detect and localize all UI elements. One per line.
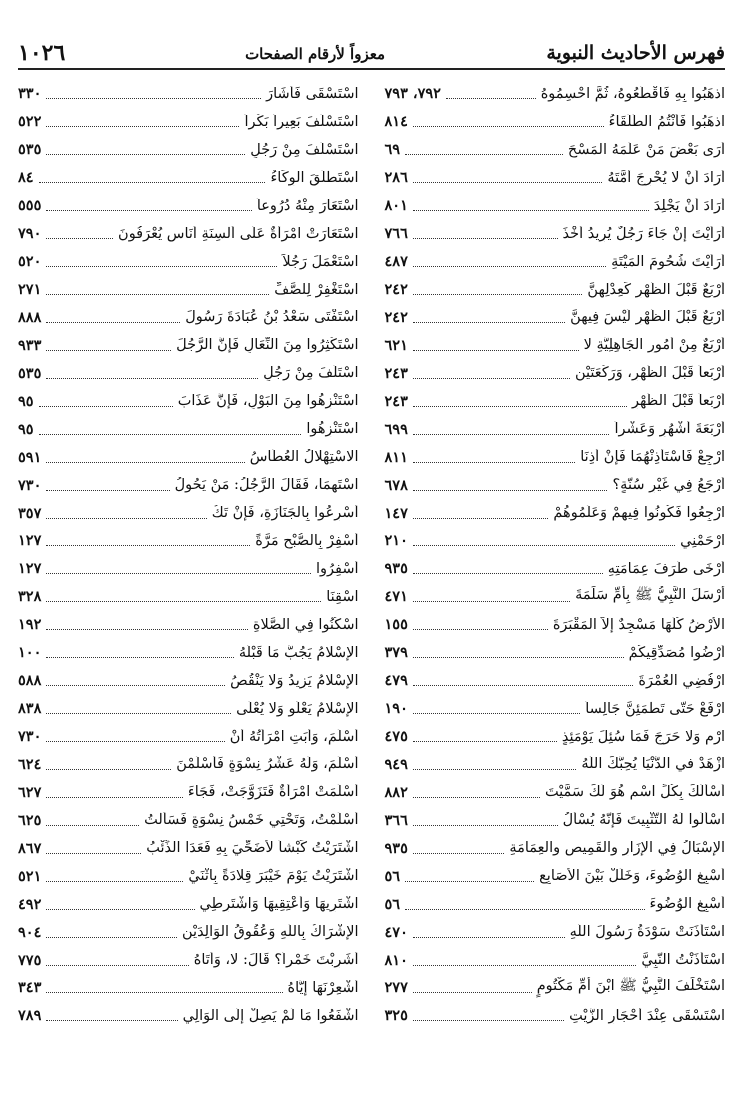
page-reference: ٦٩٩ xyxy=(384,420,408,438)
dot-leader xyxy=(413,937,565,938)
page-reference: ٥٣٥ xyxy=(18,141,42,159)
hadith-text: أرَادَ أنْ لا يُحْرِجَ أُمَّتَهُ xyxy=(607,169,725,186)
index-entry xyxy=(385,778,726,806)
page-reference: ٢١٠ xyxy=(384,532,408,550)
dot-leader xyxy=(39,434,302,435)
hadith-text: أسْبِغِ الوُضُوءَ xyxy=(649,896,725,913)
dot-leader xyxy=(46,825,139,826)
index-entry xyxy=(385,834,726,862)
dot-leader xyxy=(46,937,177,938)
page-reference: ٦٢٥ xyxy=(18,811,42,829)
dot-leader xyxy=(46,629,248,630)
hadith-text: اسْتَأْذَنْتُ النَّبِيَّ xyxy=(641,952,725,969)
index-entry xyxy=(18,331,359,359)
hadith-text: أسْلَمَتْ امْرَأَةٌ فَتَزَوَّجَتْ، فَجَاءَ xyxy=(187,784,359,801)
page-reference: ٣٢٥ xyxy=(384,1007,408,1025)
dot-leader xyxy=(46,378,258,379)
hadith-text: اسْتَسْقَى فَأشَارَ xyxy=(266,85,359,102)
page-reference: ٤٩٢ xyxy=(18,895,42,913)
hadith-text: ارْمِ وَلا حَرَجَ فَمَا سُئِلَ يَوْمَئِذٍ xyxy=(561,728,725,745)
page-reference: ٥٦ xyxy=(384,895,401,913)
dot-leader xyxy=(39,182,266,183)
page-reference: ٩٣٥ xyxy=(384,839,408,857)
dot-leader xyxy=(413,210,649,211)
page-reference: ٥٢٠ xyxy=(18,253,42,271)
hadith-text: أشَرِبْتَ خَمْراً؟ قَالَ: لا، وَأتَاهُ xyxy=(193,952,359,969)
index-entry xyxy=(18,164,359,192)
index-entry xyxy=(18,415,359,443)
page-reference: ٨٤ xyxy=(18,169,34,187)
index-entry xyxy=(18,667,359,695)
dot-leader xyxy=(413,126,604,127)
dot-leader xyxy=(413,741,557,742)
index-column-right xyxy=(385,80,726,1030)
page-reference: ٧٣٠ xyxy=(18,476,42,494)
index-entry xyxy=(18,834,359,862)
dot-leader xyxy=(46,238,113,239)
index-entry xyxy=(385,890,726,918)
hadith-text: اشْفَعُوا مَا لَمْ يَصِلْ إلَى الوَالِي xyxy=(182,1007,359,1024)
page-reference: ٧٨٩ xyxy=(18,1007,42,1025)
page-reference: ٥٦ xyxy=(384,867,401,885)
hadith-text: أشْعِرْنَهَا إيَّاهُ xyxy=(287,979,359,996)
hadith-text: ارْجِعْ فَاسْتَأْذِنْهُمَا فَإنْ أذِنَا xyxy=(580,449,725,466)
index-entry xyxy=(18,974,359,1002)
dot-leader xyxy=(413,434,610,435)
index-entry xyxy=(18,304,359,332)
header-subtitle: معزواً لأرقام الصفحات xyxy=(245,45,385,63)
dot-leader xyxy=(39,406,173,407)
page-reference: ٤٧٠ xyxy=(384,923,408,941)
dot-leader xyxy=(413,350,579,351)
hadith-text: أرْبَعٌ مِنْ أُمُورِ الجَاهِلِيَّةِ لا xyxy=(583,337,725,354)
hadith-text: أرْبَعَةَ أشْهُرٍ وَعَشْراً xyxy=(614,421,725,438)
dot-leader xyxy=(413,294,583,295)
hadith-text: اشْتَرَيْتُ كَبْشاً لأُضَحِّيَ بِهِ فَعَدَا الذِّئْبُ xyxy=(146,840,359,857)
index-entry xyxy=(385,220,726,248)
dot-leader xyxy=(46,573,311,574)
page-reference: ٣٣٠ xyxy=(18,85,42,103)
index-entry xyxy=(385,387,726,415)
hadith-text: الإسْبَالُ فِي الإزَارِ والقَمِيصِ والعِمَامَةِ xyxy=(509,840,725,857)
dot-leader xyxy=(46,965,188,966)
page-reference: ١٠٠ xyxy=(18,644,42,662)
hadith-text: اسْقِنَا xyxy=(326,588,359,605)
page-reference: ٨٨٨ xyxy=(18,308,42,326)
page-reference: ٦٢١ xyxy=(384,336,408,354)
hadith-text: أرْجَعُ فِي غَيْرِ سُنَّةٍ؟ xyxy=(612,477,725,494)
page-reference: ٦٢٤ xyxy=(18,755,42,773)
index-entry xyxy=(385,862,726,890)
dot-leader xyxy=(413,853,504,854)
dot-leader xyxy=(46,685,225,686)
page-reference: ٣٢٨ xyxy=(18,588,42,606)
hadith-text: اسْتَطْلَقَ الوِكَاءُ xyxy=(270,169,359,186)
hadith-text: أسْفِرُوا xyxy=(315,560,359,577)
dot-leader xyxy=(46,853,141,854)
index-entry xyxy=(18,751,359,779)
hadith-text: ازْهَدْ في الدُّنْيَا يُحِبَّكَ اللَّهُ xyxy=(581,756,725,773)
hadith-text: أرْبَعٌ قَبْلَ الظُّهْرِ لَيْسَ فِيهِنَّ xyxy=(570,309,725,326)
index-entry xyxy=(18,220,359,248)
index-entry xyxy=(385,667,726,695)
hadith-text: اسْتَفْتَى سَعْدُ بْنُ عُبَادَةَ رَسُولَ xyxy=(185,309,359,326)
dot-leader xyxy=(413,322,565,323)
hadith-text: اسْتَسْقَى عِنْدَ أحْجَارِ الزَّيْتِ xyxy=(569,1007,725,1024)
dot-leader xyxy=(405,154,563,155)
dot-leader xyxy=(413,685,633,686)
dot-leader xyxy=(413,965,637,966)
index-entry xyxy=(18,890,359,918)
page-header xyxy=(18,38,725,70)
page-reference: ٣٦٦ xyxy=(384,811,408,829)
page-reference: ٤٧٥ xyxy=(384,728,408,746)
index-entry xyxy=(18,946,359,974)
index-entry xyxy=(385,751,726,779)
hadith-text: الأرْضُ كُلُّهَا مَسْجِدٌ إلاَّ المَقْبَرَةَ xyxy=(552,616,725,633)
dot-leader xyxy=(413,545,675,546)
dot-leader xyxy=(46,881,183,882)
index-entry xyxy=(18,778,359,806)
page-reference: ٩٥ xyxy=(18,392,34,410)
index-entry xyxy=(18,387,359,415)
page-reference: ٥٣٥ xyxy=(18,364,42,382)
dot-leader xyxy=(46,462,244,463)
hadith-text: الإسْلامُ يَزِيدُ وَلا يَنْقُصُ xyxy=(230,672,359,689)
page-reference: ٧٣٠ xyxy=(18,728,42,746)
hadith-text: ارْحَمْنِي xyxy=(680,532,725,549)
page-reference: ٩٥ xyxy=(18,420,34,438)
hadith-text: أرَأيْتَ إنْ جَاءَ رَجُلٌ يُرِيدُ أَخْذَ xyxy=(562,225,725,242)
index-entry xyxy=(385,108,726,136)
dot-leader xyxy=(46,657,234,658)
dot-leader xyxy=(46,545,250,546)
index-entry xyxy=(385,80,726,108)
page-reference: ٧٦٦ xyxy=(384,225,408,243)
index-entry xyxy=(385,946,726,974)
page-reference: ١٥٥ xyxy=(384,616,408,634)
page-reference: ٩٤٩ xyxy=(384,755,408,773)
page-reference: ٨٣٨ xyxy=(18,700,42,718)
hadith-text: ارْفُضِي العُمْرَةَ xyxy=(638,672,725,689)
index-entry xyxy=(385,331,726,359)
dot-leader xyxy=(413,825,558,826)
dot-leader xyxy=(413,1020,564,1021)
page-reference: ٩٣٣ xyxy=(18,336,42,354)
index-entry xyxy=(18,723,359,751)
hadith-text: أرْضُوا مُصَدِّقِيكُمْ xyxy=(628,644,725,661)
dot-leader xyxy=(413,462,575,463)
hadith-text: اذهَبُوا بِهِ فَاقْطَعُوهُ، ثُمَّ احْسِمُوهُ xyxy=(540,85,725,102)
index-entry xyxy=(385,359,726,387)
index-entry xyxy=(18,443,359,471)
hadith-text: أسْرِعُوا بِالجَنَازَةِ، فَإنْ تَكُ xyxy=(211,505,359,522)
page-reference: ٢٨٦ xyxy=(384,169,408,187)
hadith-text: أرْبَعاً قَبْلَ الظُّهْرِ xyxy=(631,393,725,410)
hadith-text: أرْبَعٌ قَبْلَ الظُّهْرِ كَعِدْلِهِنَّ xyxy=(587,281,725,298)
index-entry xyxy=(18,136,359,164)
page-reference: ٦٧٨ xyxy=(384,476,408,494)
index-column-left xyxy=(18,80,359,1030)
hadith-text: أسْلَمْتُ، وَتَحْتِي خَمْسُ نِسْوَةٍ فَسَأَلْتُ xyxy=(144,812,359,829)
dot-leader xyxy=(413,406,627,407)
hadith-text: اسْتَنْزِهُوا مِنَ البَوْلِ، فَإنَّ عَذَابَ xyxy=(177,393,359,410)
page-number: ١٠٢٦ xyxy=(18,40,66,66)
page-reference: ٥٥٥ xyxy=(18,197,42,215)
dot-leader xyxy=(413,992,532,993)
page-reference: ٨١١ xyxy=(384,448,408,466)
page-reference: ٨٨٢ xyxy=(384,783,408,801)
page-reference: ٣٧٩ xyxy=(384,644,408,662)
dot-leader xyxy=(46,154,245,155)
dot-leader xyxy=(46,741,224,742)
dot-leader xyxy=(446,98,536,99)
hadith-text: الاسْتِهْلالُ العُطَاسُ xyxy=(249,449,359,466)
page-reference: ٧٩٠ xyxy=(18,225,42,243)
page-reference: ٤٧٩ xyxy=(384,672,408,690)
index-entry xyxy=(385,164,726,192)
page-reference: ١٢٧ xyxy=(18,560,42,578)
index-entry xyxy=(385,555,726,583)
index-entry xyxy=(385,974,726,1002)
page-reference: ٩٣٥ xyxy=(384,560,408,578)
index-entry xyxy=(18,806,359,834)
page-reference: ٣٤٣ xyxy=(18,979,42,997)
index-entry xyxy=(18,583,359,611)
page-reference: ١٩٢ xyxy=(18,616,42,634)
page-reference: ٧٧٥ xyxy=(18,951,42,969)
hadith-text: أسْلَمَ، وَأبَتِ امْرَأَتُهُ أنْ xyxy=(229,728,359,745)
hadith-text: اسْأَلُوا لَهُ التَّثْبِيتَ فَإنَّهُ يُسْأَلُ xyxy=(562,812,725,829)
dot-leader xyxy=(413,266,606,267)
page-reference: ٨٦٧ xyxy=(18,839,42,857)
index-entry xyxy=(385,276,726,304)
dot-leader xyxy=(413,573,603,574)
page-reference: ٨١٠ xyxy=(384,951,408,969)
dot-leader xyxy=(413,378,570,379)
page-reference: ٥٢١ xyxy=(18,867,42,885)
index-entry xyxy=(385,1002,726,1030)
hadith-text: اسْتَكْثِرُوا مِنَ النِّعَالِ فَإنَّ الرَّجُلَ xyxy=(176,337,359,354)
dot-leader xyxy=(413,713,580,714)
index-entry xyxy=(18,499,359,527)
dot-leader xyxy=(405,881,534,882)
index-entry xyxy=(18,611,359,639)
dot-leader xyxy=(405,909,644,910)
index-entry xyxy=(385,304,726,332)
index-entry xyxy=(385,527,726,555)
page-reference: ٢٧٧ xyxy=(384,979,408,997)
hadith-text: الإسْلامُ يَجُبُّ مَا قَبْلَهُ xyxy=(238,644,359,661)
index-entry xyxy=(385,639,726,667)
hadith-text: اسْتَهِمَا، فَقَالَ الرَّجُلُ: مَنْ يَحُولُ xyxy=(174,477,359,494)
hadith-text: اسْتَسْلَفَ بَعِيراً بَكْراً xyxy=(244,113,359,130)
dot-leader xyxy=(46,769,171,770)
index-entry xyxy=(18,555,359,583)
page-reference: ٤٧١ xyxy=(384,588,408,606)
hadith-text: أسْأَلُكَ بِكُلِّ اسْمٍ هُوَ لَكَ سَمَّيْتَ xyxy=(544,784,725,801)
page-reference: ٨٠١ xyxy=(384,197,408,215)
dot-leader xyxy=(46,490,169,491)
page-reference: ١٤٧ xyxy=(384,504,408,522)
index-entry xyxy=(385,443,726,471)
hadith-text: أسْبِغِ الوُضُوءَ، وَخَلِّلْ بَيْنَ الأصَابِعِ xyxy=(539,868,725,885)
index-entry xyxy=(385,806,726,834)
dot-leader xyxy=(413,797,540,798)
hadith-text: ارْفَعْ حَتَّى تَطْمَئِنَّ جَالِساً xyxy=(585,700,725,717)
index-entry xyxy=(18,918,359,946)
index-entry xyxy=(385,415,726,443)
dot-leader xyxy=(46,797,183,798)
dot-leader xyxy=(46,322,180,323)
index-entry xyxy=(385,471,726,499)
hadith-text: أرَأيْتَ شُحُومَ المَيْتَةِ xyxy=(611,253,725,270)
page-reference: ٥٨٨ xyxy=(18,672,42,690)
index-entry xyxy=(385,695,726,723)
hadith-text: اشْتَرِيهَا وَأعْتِقِيهَا وَاشْتَرِطِي xyxy=(199,896,359,913)
index-entry xyxy=(385,499,726,527)
index-entry xyxy=(385,192,726,220)
page-reference: ١٩٠ xyxy=(384,700,408,718)
page-reference: ٨١٤ xyxy=(384,113,408,131)
hadith-text: أرَادَ أنْ يَجْلِدَ xyxy=(653,197,725,214)
index-entry xyxy=(18,527,359,555)
hadith-text: أرْبَعاً قَبْلَ الظُّهْرِ، وَرَكْعَتَيْنِ xyxy=(575,365,725,382)
index-entry xyxy=(18,192,359,220)
page-reference: ٢٤٣ xyxy=(384,392,408,410)
index-entry xyxy=(18,1002,359,1030)
dot-leader xyxy=(46,126,239,127)
index-entry xyxy=(385,248,726,276)
hadith-text: الإسْلامُ يَعْلُو وَلا يُعْلَى xyxy=(236,700,359,717)
dot-leader xyxy=(46,713,231,714)
hadith-text: الإشْرَاكُ بِاللَّهِ وَعُقُوقُ الوَالِدَيْنِ xyxy=(182,924,359,941)
dot-leader xyxy=(46,210,251,211)
hadith-text: اشْتَرَيْتُ يَوْمَ خَيْبَرَ قِلادَةً بِاثْنَيْ xyxy=(188,868,359,885)
dot-leader xyxy=(46,518,206,519)
dot-leader xyxy=(46,909,194,910)
hadith-text: أرَى بَعْضَ مَنْ عَلَّمَهُ المَسْحَ xyxy=(567,141,725,158)
hadith-text: اسْتَغْفِرْ لِلصَّفِّ xyxy=(274,281,359,298)
dot-leader xyxy=(413,601,570,602)
page-reference: ٦٩ xyxy=(384,141,401,159)
page-reference: ٥٢٢ xyxy=(18,113,42,131)
index-entry xyxy=(18,695,359,723)
dot-leader xyxy=(413,769,576,770)
index-entry xyxy=(385,583,726,611)
index-entry xyxy=(18,248,359,276)
dot-leader xyxy=(46,294,269,295)
dot-leader xyxy=(46,266,277,267)
hadith-text: أرْسَلَ النَّبِيُّ ﷺ بِأُمِّ سَلَمَةَ xyxy=(575,587,725,604)
page-reference: ١٢٧ xyxy=(18,532,42,550)
index-entry xyxy=(385,611,726,639)
hadith-text: ارْجِعُوا فَكُونُوا فِيهِمْ وَعَلِّمُوهُمْ xyxy=(553,505,725,522)
hadith-text: أرْخَى طَرَفَ عِمَامَتِهِ xyxy=(607,560,725,577)
dot-leader xyxy=(413,629,548,630)
page-reference: ٥٩١ xyxy=(18,448,42,466)
hadith-text: اسْتَلَفَ مِنْ رَجُلٍ xyxy=(263,365,359,382)
hadith-text: اسْتَنْزِهُوا xyxy=(306,421,359,438)
page-reference: ٤٨٧ xyxy=(384,253,408,271)
page-reference: ٢٧١ xyxy=(18,281,42,299)
index-entry xyxy=(18,862,359,890)
index-entry xyxy=(385,136,726,164)
dot-leader xyxy=(46,1020,177,1021)
page-reference: ٢٤٢ xyxy=(384,281,408,299)
page-reference: ٧٩٢، ٧٩٣ xyxy=(384,85,441,103)
hadith-text: اسْتَسْلَفَ مِنْ رَجُلٍ xyxy=(250,141,359,158)
index-entry xyxy=(18,471,359,499)
page-reference: ٢٤٣ xyxy=(384,364,408,382)
page-reference: ٢٤٢ xyxy=(384,308,408,326)
index-entry xyxy=(385,918,726,946)
index-entry xyxy=(18,108,359,136)
dot-leader xyxy=(46,350,171,351)
page-reference: ٣٥٧ xyxy=(18,504,42,522)
page-reference: ٩٠٤ xyxy=(18,923,42,941)
dot-leader xyxy=(413,657,624,658)
index-entry xyxy=(18,639,359,667)
hadith-text: اسْتَأْذَنَتْ سَوْدَةُ رَسُولَ اللَّهِ xyxy=(569,924,725,941)
index-entry xyxy=(18,359,359,387)
header-title: فهرس الأحاديث النبوية xyxy=(546,42,725,64)
hadith-text: اسْتَعْمَلَ رَجُلاً xyxy=(282,253,359,270)
dot-leader xyxy=(46,601,321,602)
dot-leader xyxy=(413,490,608,491)
dot-leader xyxy=(46,992,282,993)
index-entry xyxy=(18,80,359,108)
hadith-text: اسْتَعَارَتْ امْرَأَةٌ عَلَى أَلْسِنَةِ أُنَاسٍ يُعْرَفُونَ xyxy=(118,225,359,242)
dot-leader xyxy=(413,518,549,519)
hadith-text: اسْتَخْلَفَ النَّبِيُّ ﷺ ابْنَ أُمِّ مَكْتُومٍ xyxy=(536,978,725,995)
hadith-text: اسْكُنُوا فِي الصَّلاةِ xyxy=(252,616,359,633)
hadith-text: أسْفِرْ بِالصُّبْحِ مَرَّةً xyxy=(255,532,359,549)
hadith-text: اذهَبُوا فَأَنْتُمُ الطُّلَقَاءُ xyxy=(608,113,725,130)
index-entry xyxy=(385,723,726,751)
dot-leader xyxy=(413,238,558,239)
index-entry xyxy=(18,276,359,304)
hadith-text: اسْتَعَارَ مِنْهُ دُرُوعاً xyxy=(256,197,359,214)
dot-leader xyxy=(46,98,261,99)
hadith-text: أسْلَمَ، وَلَهُ عَشْرُ نِسْوَةٍ فَأسْلَمْنَ xyxy=(176,756,359,773)
index-columns xyxy=(18,80,725,1030)
dot-leader xyxy=(413,182,603,183)
page-reference: ٦٢٧ xyxy=(18,783,42,801)
